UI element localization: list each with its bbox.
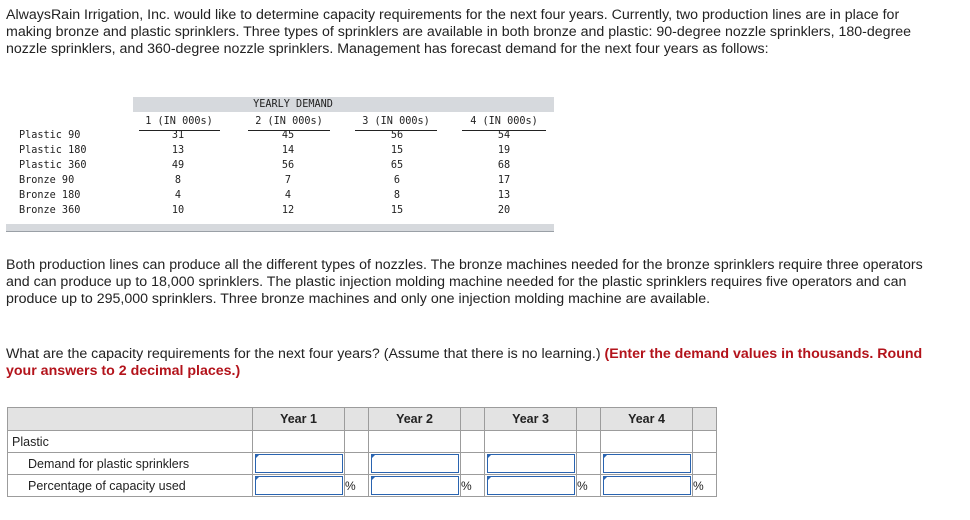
demand-cell: 13 — [497, 190, 511, 201]
empty-cell — [461, 431, 485, 453]
demand-cell: 15 — [390, 145, 404, 156]
section-row — [8, 431, 717, 453]
yearly-demand-title: YEARLY DEMAND — [253, 99, 333, 110]
unit-cell — [345, 453, 369, 475]
row-label: Plastic 180 — [19, 145, 87, 156]
unit-cell — [577, 453, 601, 475]
answer-cell — [369, 453, 461, 475]
demand-cell: 49 — [171, 160, 185, 171]
section-label: Plastic — [8, 431, 253, 453]
table-footer-bar — [6, 224, 554, 232]
demand-cell: 7 — [284, 175, 292, 186]
empty-cell — [577, 431, 601, 453]
demand-cell: 20 — [497, 205, 511, 216]
year-1-header: 1 (IN 000s) — [145, 116, 213, 127]
demand-cell: 8 — [393, 190, 401, 201]
row-label: Bronze 360 — [19, 205, 81, 216]
header-spacer — [461, 408, 485, 431]
demand-year-1-input[interactable] — [255, 454, 343, 473]
answer-cell — [601, 453, 693, 475]
percent-unit: % — [577, 475, 601, 497]
demand-cell: 56 — [281, 160, 295, 171]
demand-cell: 19 — [497, 145, 511, 156]
year-2-header: 2 (IN 000s) — [255, 116, 323, 127]
capacity-row — [8, 475, 717, 497]
capacity-year-4-input[interactable] — [603, 476, 691, 495]
demand-year-3-input[interactable] — [487, 454, 575, 473]
demand-cell: 15 — [390, 205, 404, 216]
header-year-3: Year 3 — [485, 408, 577, 431]
header-spacer — [577, 408, 601, 431]
question-paragraph — [6, 346, 941, 380]
header-year-2: Year 2 — [369, 408, 461, 431]
capacity-year-2-input[interactable] — [371, 476, 459, 495]
row-label: Demand for plastic sprinklers — [8, 453, 253, 475]
capacity-paragraph: Both production lines can produce all the different types of nozzles. The bronze machines needed for the bronze sprinklers require three operators and can produce up to 18,000 sprinklers. The plastic injection molding machine needed for the plastic sprinklers requires five operators and can produce up to 295,000 sprinklers. Three bronze machines and only one injection molding machine are available. — [6, 257, 923, 307]
demand-year-2-input[interactable] — [371, 454, 459, 473]
answer-cell — [485, 475, 577, 497]
header-row — [8, 408, 717, 431]
intro-paragraph: AlwaysRain Irrigation, Inc. would like to determine capacity requirements for the next four years. Currently, two production lines are in place for making bronze and plastic sprinklers. Three types of sprinklers are available in both bronze and plastic: 90-degree nozzle sprinklers, 180-degree nozzle sprinklers, and 360-degree nozzle sprinklers. Management has forecast demand for the next four years as follows: — [6, 7, 912, 57]
demand-cell: 54 — [497, 130, 511, 141]
demand-cell: 56 — [390, 130, 404, 141]
demand-cell: 4 — [174, 190, 182, 201]
demand-cell: 8 — [174, 175, 182, 186]
demand-cell: 17 — [497, 175, 511, 186]
demand-cell: 65 — [390, 160, 404, 171]
empty-cell — [345, 431, 369, 453]
year-3-header: 3 (IN 000s) — [362, 116, 430, 127]
answer-cell — [253, 475, 345, 497]
percent-unit: % — [693, 475, 717, 497]
demand-row — [8, 453, 717, 475]
demand-cell: 6 — [393, 175, 401, 186]
demand-cell: 4 — [284, 190, 292, 201]
answer-instruction: (Enter the demand values in thousands. Round your answers to 2 decimal places.) — [6, 346, 923, 379]
yearly-demand-table — [6, 97, 554, 232]
empty-cell — [485, 431, 577, 453]
row-label: Percentage of capacity used — [8, 475, 253, 497]
capacity-year-1-input[interactable] — [255, 476, 343, 495]
question-text: What are the capacity requirements for the next four years? (Assume that there is no learning.) — [6, 346, 605, 362]
percent-unit: % — [345, 475, 369, 497]
header-blank — [8, 408, 253, 431]
demand-cell: 12 — [281, 205, 295, 216]
row-label: Plastic 90 — [19, 130, 81, 141]
percent-unit: % — [461, 475, 485, 497]
demand-cell: 14 — [281, 145, 295, 156]
row-label: Bronze 180 — [19, 190, 81, 201]
empty-cell — [601, 431, 693, 453]
answer-cell — [253, 453, 345, 475]
header-year-1: Year 1 — [253, 408, 345, 431]
capacity-answer-table — [7, 407, 717, 497]
capacity-year-3-input[interactable] — [487, 476, 575, 495]
empty-cell — [369, 431, 461, 453]
demand-cell: 68 — [497, 160, 511, 171]
answer-cell — [369, 475, 461, 497]
row-label: Bronze 90 — [19, 175, 75, 186]
header-spacer — [693, 408, 717, 431]
answer-cell — [601, 475, 693, 497]
empty-cell — [693, 431, 717, 453]
unit-cell — [461, 453, 485, 475]
header-spacer — [345, 408, 369, 431]
empty-cell — [253, 431, 345, 453]
demand-cell: 45 — [281, 130, 295, 141]
row-label: Plastic 360 — [19, 160, 87, 171]
header-year-4: Year 4 — [601, 408, 693, 431]
answer-cell — [485, 453, 577, 475]
unit-cell — [693, 453, 717, 475]
demand-year-4-input[interactable] — [603, 454, 691, 473]
demand-cell: 31 — [171, 130, 185, 141]
demand-cell: 10 — [171, 205, 185, 216]
year-4-header: 4 (IN 000s) — [470, 116, 538, 127]
demand-cell: 13 — [171, 145, 185, 156]
